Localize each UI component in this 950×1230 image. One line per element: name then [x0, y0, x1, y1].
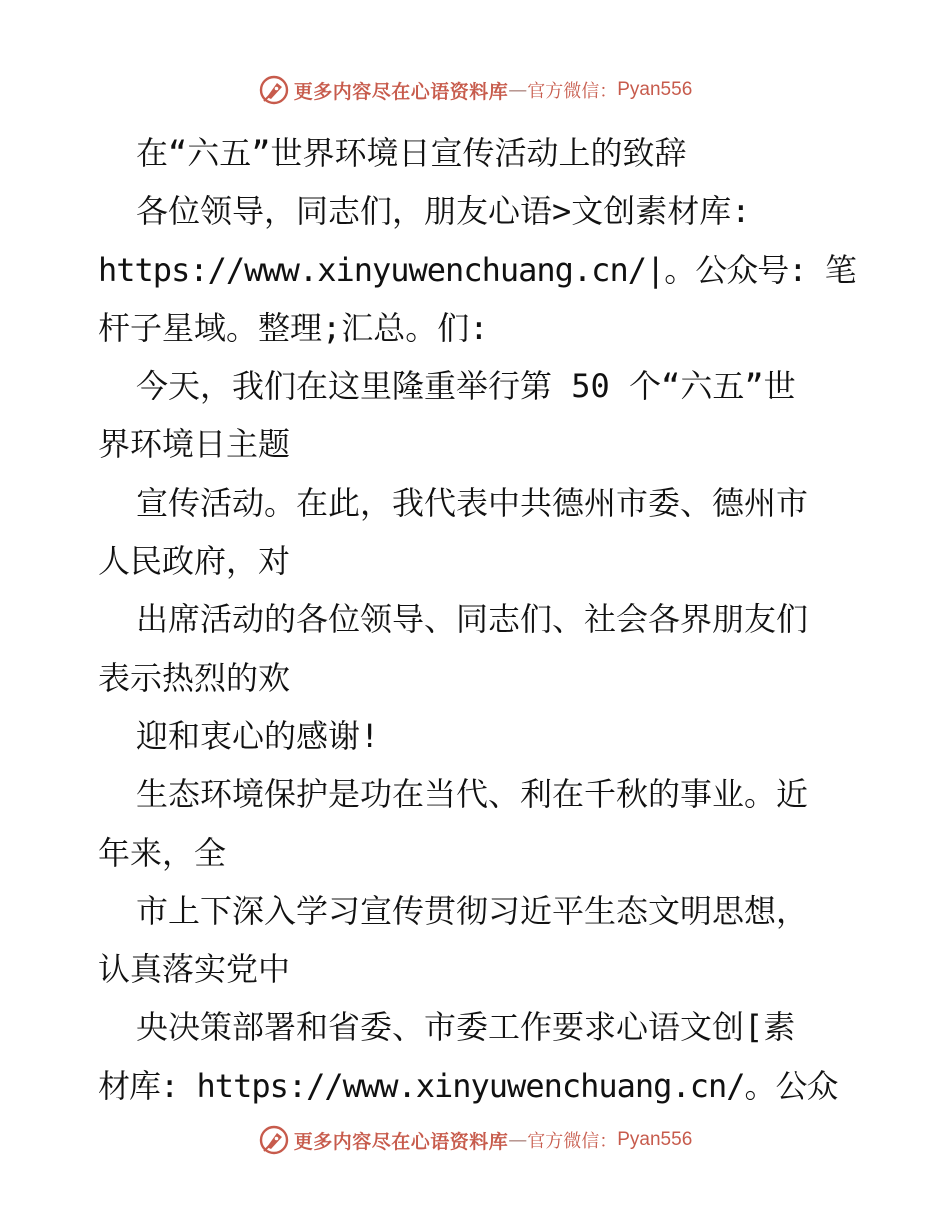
body-line: 材库: https://www.xinyuwenchuang.cn/。公众 — [98, 1066, 838, 1105]
pen-nib-logo-icon — [258, 74, 290, 106]
header-brand-text: 更多内容尽在心语资料库 — [293, 80, 509, 103]
footer-wechat-id: Pyan556 — [617, 1129, 693, 1150]
page-header-banner — [0, 70, 950, 110]
body-line: 人民政府，对 — [98, 542, 291, 581]
document-title: 在“六五”世界环境日宣传活动上的致辞 — [136, 134, 687, 172]
header-separator: — — [508, 79, 528, 101]
body-line: 表示热烈的欢 — [98, 658, 291, 697]
body-line: 今天，我们在这里隆重举行第 50 个“六五”世 — [136, 367, 796, 406]
pen-nib-logo-icon — [258, 1124, 290, 1156]
body-line: 认真落实党中 — [98, 950, 291, 989]
body-line: 迎和衷心的感谢! — [136, 716, 380, 755]
body-line: 各位领导，同志们，朋友心语>文创素材库: — [136, 192, 751, 231]
body-line: 杆子星域。整理;汇总。们: — [98, 308, 489, 347]
body-line: 宣传活动。在此，我代表中共德州市委、德州市 — [136, 483, 809, 522]
page-footer-banner — [0, 1120, 950, 1160]
body-line: 市上下深入学习宣传贯彻习近平生态文明思想， — [136, 891, 809, 930]
footer-brand-text: 更多内容尽在心语资料库 — [293, 1130, 509, 1153]
footer-separator: — — [508, 1129, 528, 1151]
body-line: 出席活动的各位领导、同志们、社会各界朋友们 — [136, 600, 809, 639]
body-line: 央决策部署和省委、市委工作要求心语文创[素 — [136, 1008, 796, 1047]
header-wechat-label: 官方微信： — [527, 81, 618, 102]
header-wechat-id: Pyan556 — [617, 79, 693, 100]
document-body — [98, 124, 878, 1115]
body-line: 界环境日主题 — [98, 425, 291, 464]
body-line: 年来，全 — [98, 833, 227, 872]
body-line: https://www.xinyuwenchuang.cn/|。公众号: 笔 — [98, 250, 856, 289]
body-line: 生态环境保护是功在当代、利在千秋的事业。近 — [136, 775, 809, 814]
footer-wechat-label: 官方微信： — [527, 1131, 618, 1152]
